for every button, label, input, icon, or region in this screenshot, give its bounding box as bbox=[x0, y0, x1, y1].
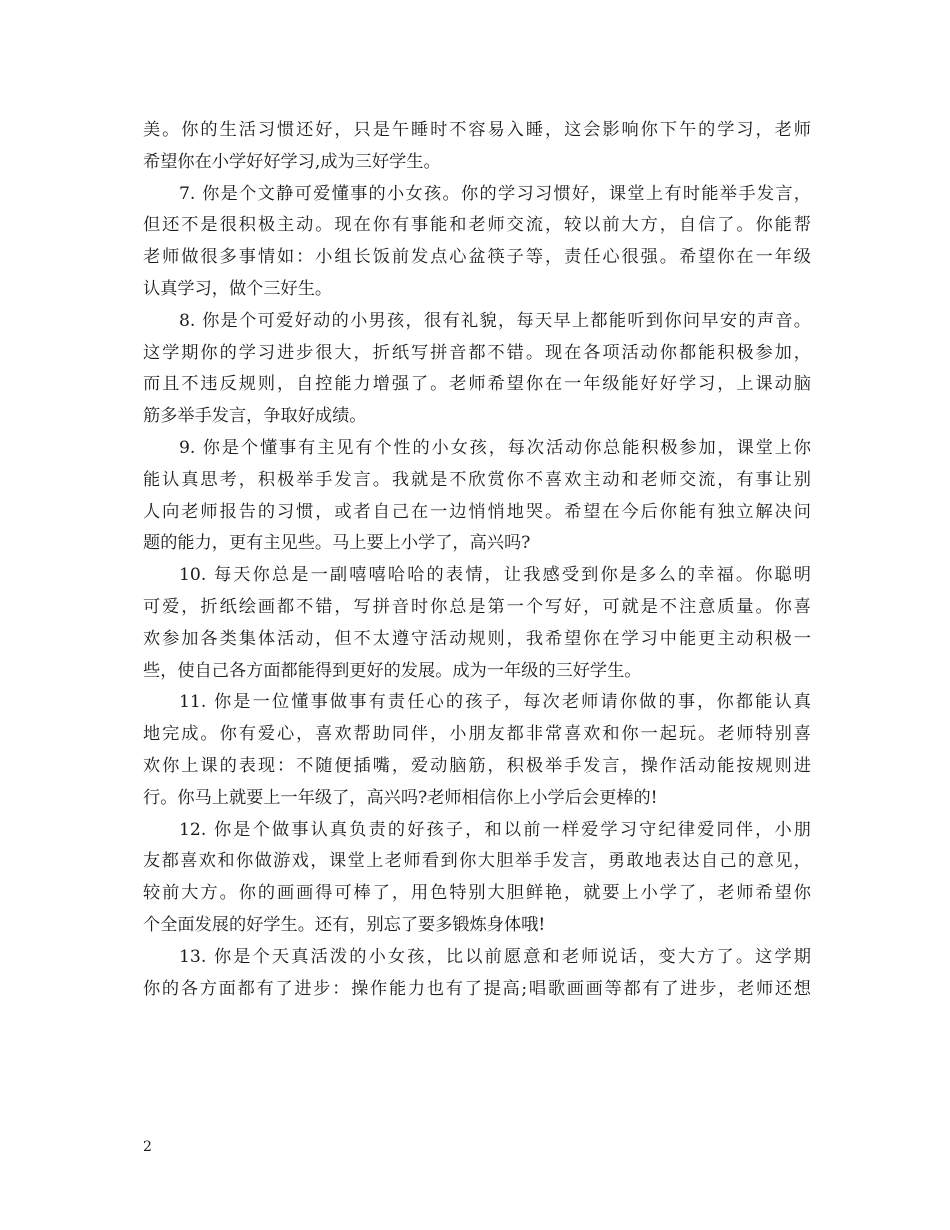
text-line: 人向老师报告的习惯，或者自己在一边悄悄地哭。希望在今后你能有独立解决问 bbox=[143, 501, 811, 522]
text-line: 些，使自己各方面都能得到更好的发展。成为一年级的三好学生。 bbox=[143, 660, 642, 681]
text-line: 老师做很多事情如：小组长饭前发点心盆筷子等，责任心很强。希望你在一年级 bbox=[143, 247, 811, 268]
text-line: 个全面发展的好学生。还有，别忘了要多锻炼身体哦! bbox=[143, 914, 546, 935]
text-line: 这学期你的学习进步很大，折纸写拼音都不错。现在各项活动你都能积极参加， bbox=[143, 342, 811, 363]
text-line: 12. 你是个做事认真负责的好孩子，和以前一样爱学习守纪律爱同伴，小朋 bbox=[179, 819, 811, 840]
text-line: 你的各方面都有了进步：操作能力也有了提高;唱歌画画等都有了进步，老师还想 bbox=[143, 978, 811, 999]
paragraph-12 bbox=[143, 815, 811, 942]
text-line: 认真学习，做个三好生。 bbox=[143, 278, 333, 299]
text-line: 友都喜欢和你做游戏，课堂上老师看到你大胆举手发言，勇敢地表达自己的意见， bbox=[143, 851, 811, 872]
text-line: 较前大方。你的画画得可棒了，用色特别大胆鲜艳，就要上小学了，老师希望你 bbox=[143, 883, 811, 904]
paragraph-10 bbox=[143, 560, 811, 687]
text-line: 欢参加各类集体活动，但不太遵守活动规则，我希望你在学习中能更主动积极一 bbox=[143, 628, 811, 649]
document-body bbox=[143, 115, 811, 1005]
text-line: 但还不是很积极主动。现在你有事能和老师交流，较以前大方，自信了。你能帮 bbox=[143, 215, 811, 236]
text-line: 13. 你是个天真活泼的小女孩，比以前愿意和老师说话，变大方了。这学期 bbox=[179, 946, 811, 967]
text-line: 8. 你是个可爱好动的小男孩，很有礼貌，每天早上都能听到你问早安的声音。 bbox=[179, 310, 811, 331]
text-line: 10. 每天你总是一副嘻嘻哈哈的表情，让我感受到你是多么的幸福。你聪明 bbox=[179, 565, 811, 586]
paragraph bbox=[143, 115, 811, 179]
text-line: 11. 你是一位懂事做事有责任心的孩子，每次老师请你做的事，你都能认真 bbox=[179, 692, 811, 713]
paragraph-11 bbox=[143, 687, 811, 814]
text-line: 能认真思考，积极举手发言。我就是不欣赏你不喜欢主动和老师交流，有事让别 bbox=[143, 469, 811, 490]
text-line: 欢你上课的表现：不随便插嘴，爱动脑筋，积极举手发言，操作活动能按规则进 bbox=[143, 755, 811, 776]
text-line: 希望你在小学好好学习,成为三好学生。 bbox=[143, 151, 441, 172]
text-line: 筋多举手发言，争取好成绩。 bbox=[143, 406, 367, 427]
paragraph-9 bbox=[143, 433, 811, 560]
text-line: 而且不违反规则，自控能力增强了。老师希望你在一年级能好好学习，上课动脑 bbox=[143, 374, 811, 395]
text-line: 地完成。你有爱心，喜欢帮助同伴，小朋友都非常喜欢和你一起玩。老师特别喜 bbox=[143, 724, 811, 745]
text-line: 题的能力，更有主见些。马上要上小学了，高兴吗? bbox=[143, 533, 531, 554]
paragraph-8 bbox=[143, 306, 811, 433]
paragraph-7 bbox=[143, 179, 811, 306]
text-line: 美。你的生活习惯还好，只是午睡时不容易入睡，这会影响你下午的学习，老师 bbox=[143, 120, 811, 140]
page-number: 2 bbox=[143, 1139, 152, 1155]
paragraph-13 bbox=[143, 942, 811, 1006]
text-line: 7. 你是个文静可爱懂事的小女孩。你的学习习惯好，课堂上有时能举手发言， bbox=[179, 183, 811, 204]
text-line: 行。你马上就要上一年级了，高兴吗?老师相信你上小学后会更棒的! bbox=[143, 787, 658, 808]
text-line: 可爱，折纸绘画都不错，写拼音时你总是第一个写好，可就是不注意质量。你喜 bbox=[143, 596, 811, 617]
text-line: 9. 你是个懂事有主见有个性的小女孩，每次活动你总能积极参加，课堂上你 bbox=[179, 437, 811, 458]
